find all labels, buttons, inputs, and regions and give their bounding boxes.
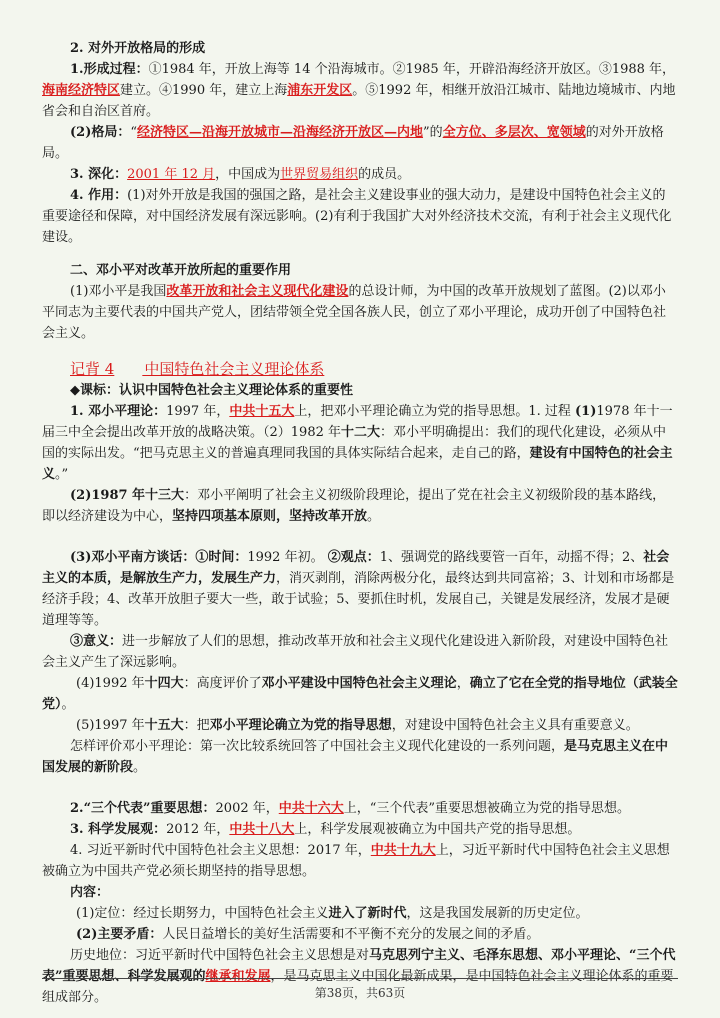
label: 4. 习近平新时代中国特色社会主义思想： (70, 843, 308, 858)
page-number: 第38页，共63页 (314, 986, 406, 1000)
paragraph-deepening (42, 164, 678, 185)
text: 的对外开放格局。 (42, 125, 664, 161)
paragraph-southern-tour (42, 547, 678, 631)
text: (1) (575, 404, 597, 419)
highlight: 中共十九大 (370, 843, 436, 858)
paragraph-formation-process (42, 59, 678, 122)
paragraph-evaluation (42, 736, 678, 778)
text: ，消灭剥削，消除两极分化，最终达到共同富裕；3、计划和市场都是经济手段；4、改革开放胆子要大一些，敢于试验；5、要抓住时机，发展自己，关键是发展经济，发展才是硬道理等等。 (42, 571, 675, 628)
text: 上，“三个代表”重要思想被确立为党的指导思想。 (343, 801, 631, 816)
text: 是马克思主义在中国发展的新阶段 (42, 739, 669, 775)
text: 建设有中国特色的社会主义 (42, 446, 673, 482)
text: 。 (133, 760, 147, 775)
text: (4)1992 年 (76, 676, 145, 691)
paragraph-function (42, 185, 678, 248)
text: ”的 (423, 125, 443, 140)
label: (3)邓小平南方谈话：①时间： (70, 550, 248, 565)
text: 上，习近平新时代中国特色社会主义思想被确立为中国共产党必须长期坚持的指导思想。 (42, 843, 670, 879)
paragraph-main-contradiction (42, 924, 678, 945)
paragraph-xi-thought (42, 840, 678, 882)
highlight: 经济特区—沿海开放城市—沿海经济开放区—内地 (137, 125, 424, 140)
text: 2012 年， (166, 822, 230, 837)
footer-divider (42, 978, 678, 979)
text: ：邓小平阐明了社会主义初级阶段理论，提出了党在社会主义初级阶段的基本路线，即以经济建设为中心， (42, 488, 666, 524)
paragraph-deng-theory (42, 401, 678, 485)
label: (2)主要矛盾： (76, 927, 163, 942)
paragraph-15th-congress (42, 715, 678, 736)
key-point-title: 中国特色社会主义理论体系 (144, 360, 325, 378)
text: 的总设计师，为中国的改革开放规划了蓝图。(2)以邓小平同志为主要代表的中国共产党人，团结带领全党全国各族人民，创立了邓小平理论，成功开创了中国特色社会主义。 (42, 284, 667, 341)
highlight: 2001 年 12 月 (127, 167, 216, 182)
highlight: 全方位、多层次、宽领域 (442, 125, 586, 140)
text: 怎样评价邓小平理论：第一次比较系统回答了中国社会主义现代化建设的一系列问题， (70, 739, 565, 754)
label: 2.“三个代表”重要思想： (70, 801, 216, 816)
text: 1992 年初。 (247, 550, 328, 565)
text: 人民日益增长的美好生活需要和不平衡不充分的发展之间的矛盾。 (162, 927, 540, 942)
text: (5)1997 年 (76, 718, 145, 733)
key-point-number: 记背 4 (70, 360, 115, 378)
text: 。 (367, 509, 381, 524)
text: 历史地位：习近平新时代中国特色社会主义思想是对 (70, 948, 370, 963)
text: 2002 年， (215, 801, 279, 816)
text: 邓小平理论确立为党的指导思想 (209, 718, 392, 733)
content-label: 内容： (70, 885, 110, 900)
text: 社会主义的本质，是解放生产力，发展生产力 (42, 550, 670, 586)
text: 进入了新时代 (328, 906, 407, 921)
text: 建立。④1990 年，建立上海 (120, 83, 288, 98)
label: ②观点： (327, 550, 380, 565)
text: ，对建设中国特色社会主义具有重要意义。 (391, 718, 639, 733)
label: ③意义： (70, 634, 123, 649)
paragraph-three-represents (42, 798, 678, 819)
label: (2)格局： (70, 125, 131, 140)
text: 的成员。 (358, 167, 411, 182)
paragraph-deng-role (42, 281, 678, 344)
label: 3. 深化： (70, 167, 128, 182)
text: 十四大 (144, 676, 184, 691)
text: 1、强调党的路线要管一百年，动摇不得；2、 (379, 550, 644, 565)
text: 十二大 (341, 425, 381, 440)
text: ，这是我国发展新的历史定位。 (406, 906, 589, 921)
text: 邓小平建设中国特色社会主义理论 (261, 676, 457, 691)
paragraph-positioning (42, 903, 678, 924)
text: 坚持四项基本原则，坚持改革开放 (172, 509, 368, 524)
text: 。⑤1992 年，相继开放沿江城市、陆地边境城市、内地省会和自治区首府。 (42, 83, 676, 119)
paragraph-pattern (42, 122, 678, 164)
label: (2)1987 年十三大 (70, 488, 185, 503)
section-title-opening-pattern: 2. 对外开放格局的形成 (70, 41, 206, 56)
highlight: 世界贸易组织 (280, 167, 359, 182)
label: 1.形成过程： (70, 62, 149, 77)
text: 马克思列宁主义、毛泽东思想、邓小平理论、“三个代表”重要思想、科学发展观 (42, 948, 676, 984)
highlight: 浦东开发区 (287, 83, 353, 98)
text: 十五大 (144, 718, 184, 733)
text: 。 (61, 697, 75, 712)
highlight: 中共十五大 (229, 404, 295, 419)
highlight: 改革开放和社会主义现代化建设 (166, 284, 349, 299)
highlight: 中共十六大 (278, 801, 344, 816)
text: “ (130, 125, 138, 140)
text: ，是马克思主义中国化最新成果，是中国特色社会主义理论体系的重要组成部分。 (42, 969, 674, 1005)
text: 2017 年， (307, 843, 371, 858)
label: 4. 作用： (70, 188, 128, 203)
highlight: 海南经济特区 (42, 83, 121, 98)
text: (1)邓小平是我国 (70, 284, 167, 299)
paragraph-14th-congress (42, 673, 678, 715)
text: 经过长期努力，中国特色社会主义 (133, 906, 329, 921)
text: 确立了它在全党的指导地位（武装全党） (42, 676, 678, 712)
label: (1)定位： (76, 906, 134, 921)
text: 上，把邓小平理论确立为党的指导思想。1. 过程 (294, 404, 576, 419)
paragraph-significance (42, 631, 678, 673)
highlight: 继承和发展 (205, 969, 271, 984)
text: (1)对外开放是我国的强国之路，是社会主义建设事业的强大动力，是建设中国特色社会主义的重要途径和保障，对中国经济发展有深远影响。(2)有利于我国扩大对外经济技术交流，有利于社会主义现代化建设。 (42, 188, 672, 245)
highlight: 中共十八大 (229, 822, 295, 837)
section-heading-deng-role: 二、邓小平对改革开放所起的重要作用 (70, 263, 292, 278)
curriculum-standard: ◆课标：认识中国特色社会主义理论体系的重要性 (70, 383, 353, 398)
label: 3. 科学发展观： (70, 822, 167, 837)
text: 1978 年十一届三中全会提出改革开放的战略决策。（2）1982 年 (42, 404, 673, 440)
text: 的 (192, 969, 206, 984)
text: ，中国成为 (215, 167, 281, 182)
text: 。” (55, 467, 69, 482)
key-point-heading (42, 358, 678, 380)
text: ：高度评价了 (183, 676, 262, 691)
text: ， (456, 676, 470, 691)
label: 1. 邓小平理论： (70, 404, 167, 419)
text: 进一步解放了人们的思想，推动改革开放和社会主义现代化建设进入新阶段，对建设中国特色社会主义产生了深远影响。 (42, 634, 669, 670)
paragraph-13th-congress (42, 485, 678, 527)
text: ：把 (183, 718, 210, 733)
text: 上，科学发展观被确立为中国共产党的指导思想。 (294, 822, 581, 837)
text: 1997 年， (166, 404, 230, 419)
text: ①1984 年，开放上海等 14 个沿海城市。②1985 年，开辟沿海经济开放区。③1988 年， (148, 62, 676, 77)
text: ：邓小平明确提出：我们的现代化建设，必须从中国的实际出发。“把马克思主义的普遍真理同我国的具体实际结合起来，走自己的路， (42, 425, 667, 461)
paragraph-scientific-outlook (42, 819, 678, 840)
